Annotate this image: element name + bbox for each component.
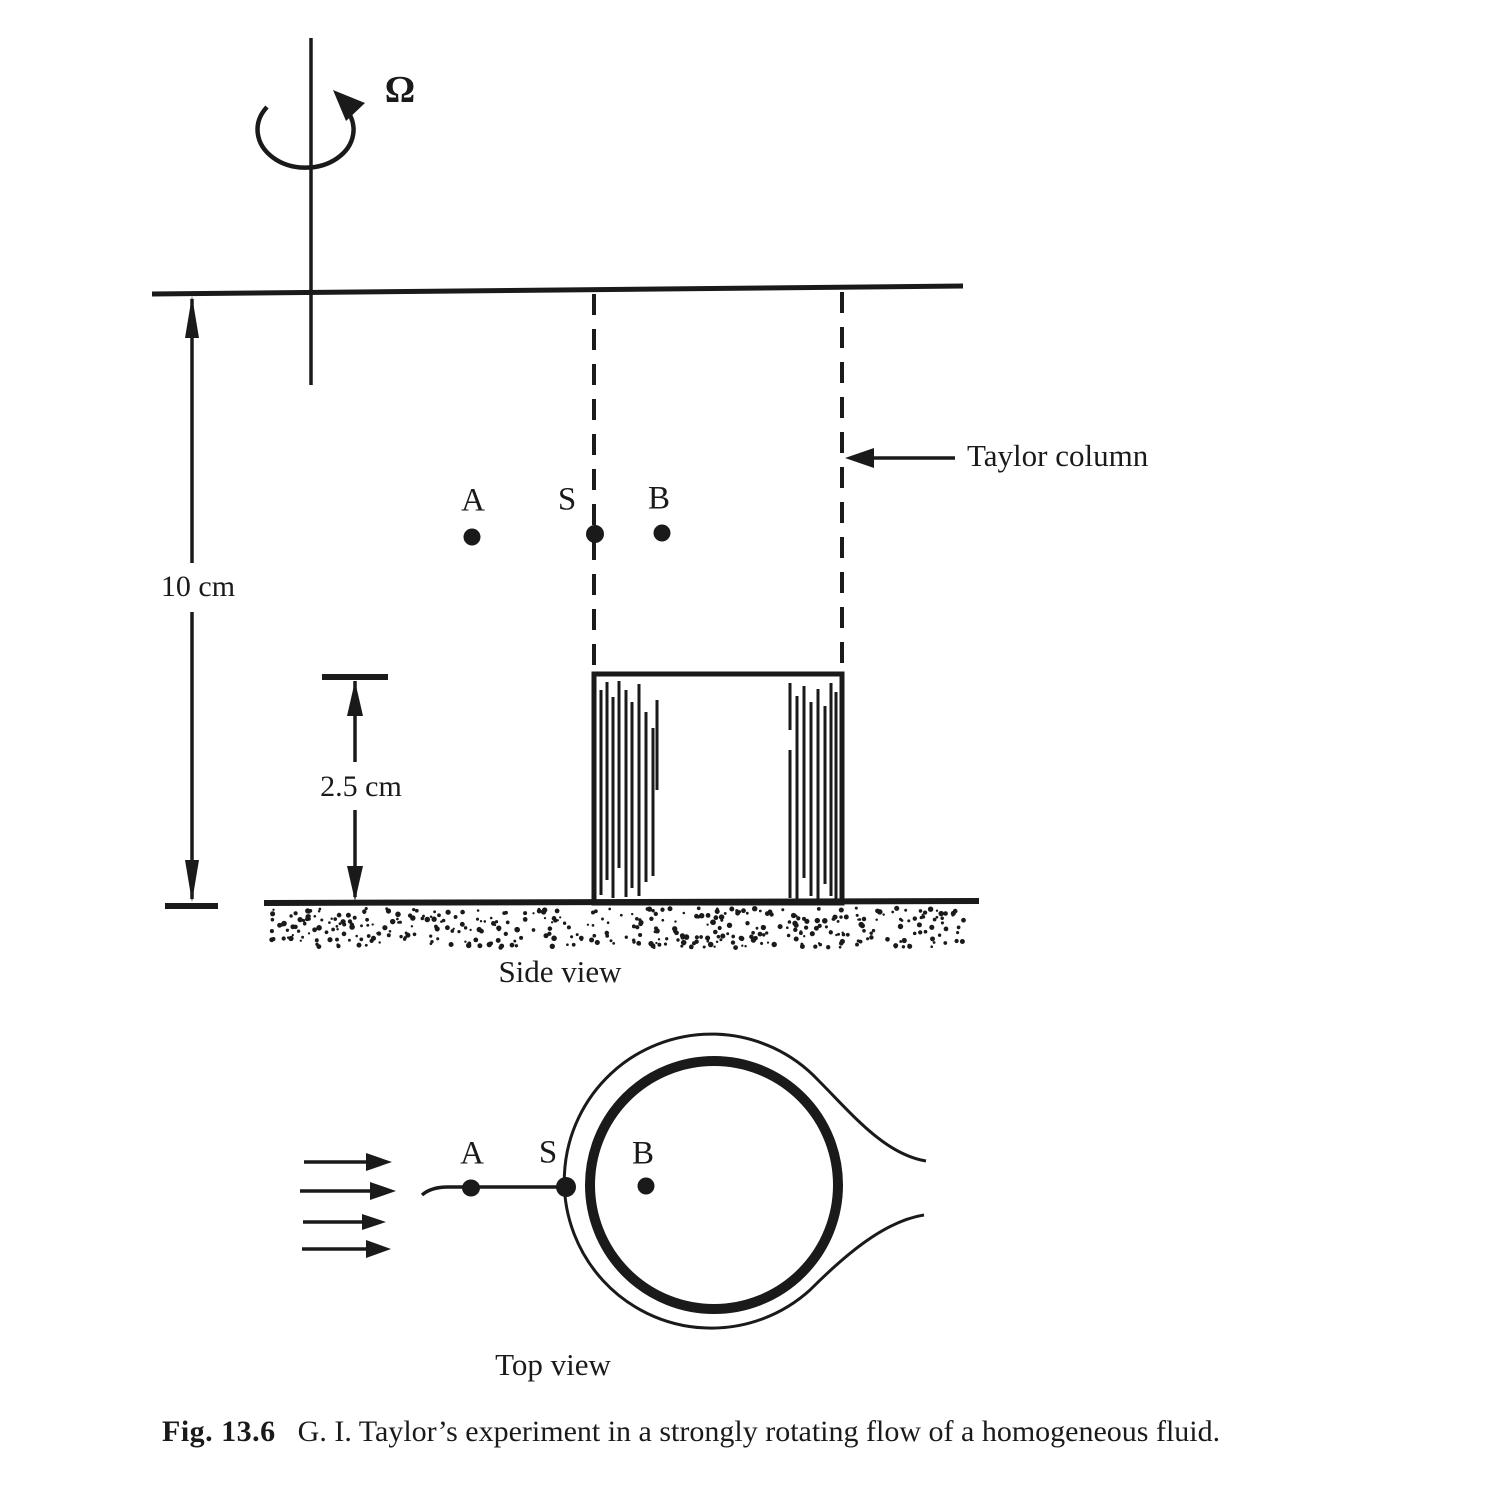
figure-caption-text: G. I. Taylor’s experiment in a strongly rotating flow of a homogeneous fluid. xyxy=(297,1415,1221,1448)
top-point-a-dot xyxy=(462,1180,480,1197)
side-point-b-label: B xyxy=(647,480,671,517)
side-point-b-dot xyxy=(654,525,671,542)
depth-dimension-label: 10 cm xyxy=(160,570,236,603)
figure-number: Fig. 13.6 xyxy=(162,1415,276,1448)
top-point-a-label: A xyxy=(460,1135,484,1172)
taylor-column-label: Taylor column xyxy=(967,438,1149,473)
flow-arrow-icon xyxy=(300,1182,396,1200)
tank-floor-line xyxy=(264,901,979,903)
side-point-a-dot xyxy=(464,529,481,546)
flow-arrow-icon xyxy=(302,1240,391,1258)
figure-caption xyxy=(162,1415,1220,1449)
top-view-title: Top view xyxy=(495,1347,611,1382)
taylor-column-circle xyxy=(590,1061,838,1309)
top-point-s-label: S xyxy=(538,1134,558,1171)
height-dimension-label: 2.5 cm xyxy=(320,770,402,803)
side-point-s-dot xyxy=(586,525,604,543)
flow-arrows xyxy=(300,1153,396,1258)
floor-stipple-texture xyxy=(269,906,966,950)
flow-arrow-icon xyxy=(303,1214,386,1230)
top-point-b-label: B xyxy=(631,1135,655,1172)
taylor-column-pointer-arrow xyxy=(845,448,955,468)
side-point-s-label: S xyxy=(557,481,577,518)
cylinder-obstacle xyxy=(594,674,842,903)
flow-arrow-icon xyxy=(304,1153,392,1171)
omega-rotation-label: Ω xyxy=(384,69,416,111)
side-point-a-label: A xyxy=(461,482,485,519)
stagnation-streamline xyxy=(422,1187,562,1195)
top-point-s-dot xyxy=(556,1177,576,1197)
dividing-streamline xyxy=(564,1034,926,1328)
side-view-title: Side view xyxy=(498,954,622,989)
top-point-b-dot xyxy=(638,1178,655,1195)
